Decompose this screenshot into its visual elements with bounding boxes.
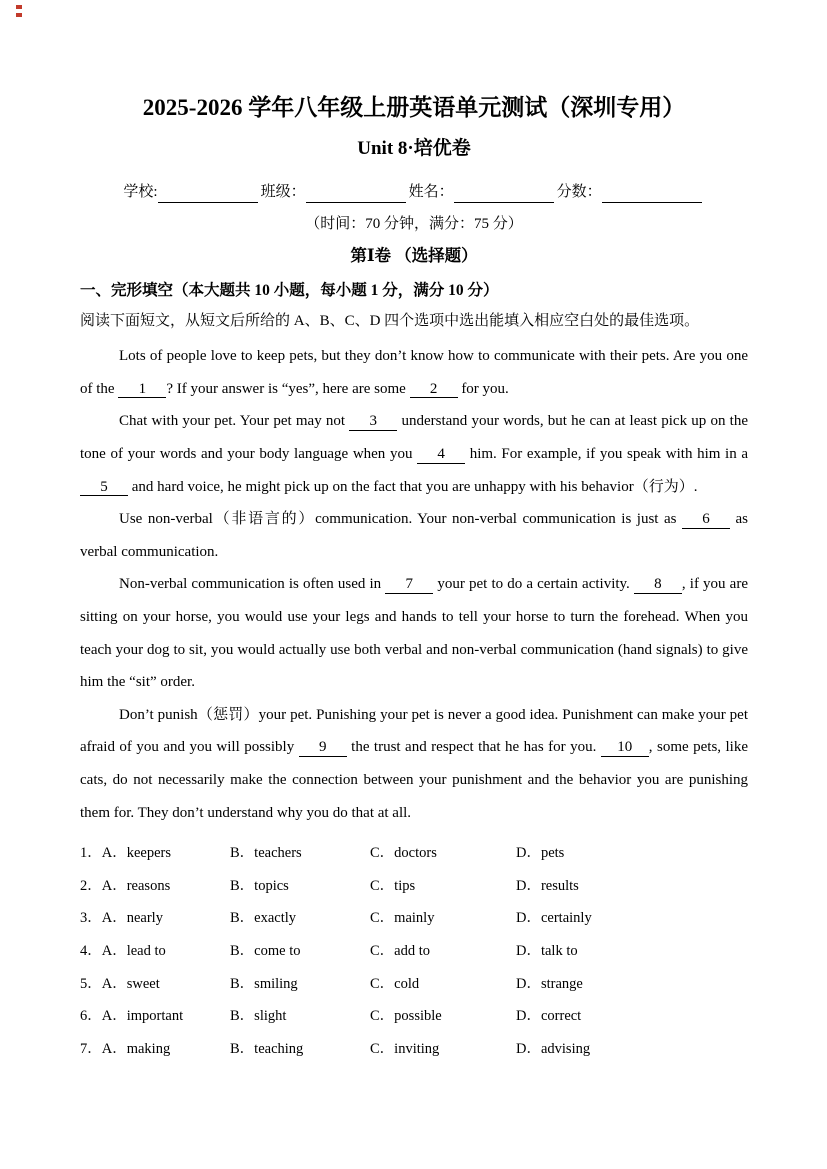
question-row — [80, 902, 748, 935]
class-blank-line — [306, 186, 406, 203]
option-c: C．inviting — [370, 1040, 440, 1057]
option-b: B．slight — [230, 1008, 287, 1025]
passage-paragraph — [80, 405, 748, 503]
question-row — [80, 935, 748, 968]
blank-1: 1 — [118, 381, 166, 399]
blank-5: 5 — [80, 479, 128, 497]
passage-paragraph — [80, 340, 748, 405]
question-row — [80, 968, 748, 1001]
passage-text: for you. — [457, 380, 509, 397]
blank-4: 4 — [417, 446, 465, 464]
part-title: 第Ⅰ卷 （选择题） — [350, 245, 478, 265]
name-blank-line — [454, 186, 554, 203]
school-label: 学校: — [123, 183, 158, 200]
blank-9: 9 — [299, 739, 347, 757]
question-number-option-a: 6．A．important — [80, 1008, 184, 1025]
option-b: B．exactly — [230, 910, 297, 927]
blank-8: 8 — [634, 576, 682, 594]
passage-text: as verbal communication. — [80, 511, 748, 560]
option-b: B．come to — [230, 942, 301, 959]
blank-3: 3 — [349, 413, 397, 431]
red-corner-artifact — [16, 5, 23, 19]
question-number-option-a: 1．A．keepers — [80, 845, 172, 862]
name-label: 姓名： — [408, 183, 454, 200]
option-d: D．talk to — [516, 942, 578, 959]
option-d: D．correct — [516, 1008, 582, 1025]
blank-6: 6 — [682, 511, 730, 529]
option-d: D．results — [516, 877, 579, 894]
passage-text: Use non-verbal（非语言的）communication. Your non-verbal communication is just as — [119, 511, 682, 528]
question-number-option-a: 5．A．sweet — [80, 975, 160, 992]
class-label: 班级： — [260, 183, 306, 200]
cloze-instructions: 阅读下面短文，从短文后所给的 A、B、C、D 四个选项中选出能填入相应空白处的最佳选项。 — [80, 312, 700, 329]
option-c: C．add to — [370, 942, 431, 959]
option-c: C．doctors — [370, 845, 437, 862]
passage-text: the trust and respect that he has for you. — [346, 739, 601, 756]
question-number-option-a: 4．A．lead to — [80, 942, 166, 959]
cloze-question-list — [80, 837, 748, 1065]
student-info-line — [80, 181, 748, 204]
option-d: D．pets — [516, 845, 565, 862]
option-c: C．possible — [370, 1008, 442, 1025]
passage-paragraph — [80, 699, 748, 829]
question-number-option-a: 7．A．making — [80, 1040, 171, 1057]
school-blank-line — [158, 186, 258, 203]
question-number-option-a: 2．A．reasons — [80, 877, 171, 894]
option-b: B．smiling — [230, 975, 298, 992]
passage-paragraph — [80, 568, 748, 698]
question-number-option-a: 3．A．nearly — [80, 910, 163, 927]
option-d: D．certainly — [516, 910, 592, 927]
cloze-passage — [80, 340, 748, 829]
question-row — [80, 1033, 748, 1066]
time-score-line: （时间：70 分钟，满分：75 分） — [305, 216, 523, 233]
passage-text: understand your words, but he can at least pick up on the tone of your words and your body language when you — [80, 413, 748, 463]
option-d: D．advising — [516, 1040, 591, 1057]
blank-10: 10 — [601, 739, 649, 757]
score-blank-line — [602, 186, 702, 203]
option-b: B．teachers — [230, 845, 302, 862]
passage-text: , some pets, like cats, do not necessarily make the connection between your punishment and the behavior you are punishing them for. They don’t understand why you do that at all. — [80, 739, 748, 821]
blank-7: 7 — [385, 576, 433, 594]
option-c: C．cold — [370, 975, 420, 992]
option-b: B．teaching — [230, 1040, 304, 1057]
passage-text: Chat with your pet. Your pet may not — [119, 413, 350, 430]
cloze-section-heading: 一、完形填空（本大题共 10 小题，每小题 1 分，满分 10 分） — [80, 281, 499, 299]
passage-paragraph — [80, 503, 748, 568]
passage-text: ? If your answer is “yes”, here are some — [166, 380, 410, 397]
passage-text: , if you are sitting on your horse, you would use your legs and hands to tell your horse to turn the forehead. When you teach your dog to sit, you would actually use both verbal and non-verbal communication (hand signals) to give him the “sit” order. — [80, 576, 748, 691]
passage-text: Lots of people love to keep pets, but they don’t know how to communicate with their pets. Are you one of the — [80, 348, 748, 397]
exam-title: 2025-2026 学年八年级上册英语单元测试（深圳专用） — [142, 95, 686, 120]
passage-text: him. For example, if you speak with him in a — [465, 446, 749, 463]
option-b: B．topics — [230, 877, 289, 894]
blank-2: 2 — [410, 381, 458, 399]
option-c: C．mainly — [370, 910, 435, 927]
score-label: 分数： — [556, 183, 602, 200]
option-d: D．strange — [516, 975, 583, 992]
option-c: C．tips — [370, 877, 416, 894]
question-row — [80, 870, 748, 903]
passage-text: Don’t punish（惩罚）your pet. Punishing your pet is never a good idea. Punishment can make your pet afraid of you and you will possibly — [80, 706, 748, 756]
passage-text: and hard voice, he might pick up on the fact that you are unhappy with his behavior（行为）. — [128, 478, 698, 495]
question-row — [80, 1000, 748, 1033]
passage-text: your pet to do a certain activity. — [433, 576, 634, 593]
question-row — [80, 837, 748, 870]
passage-text: Non-verbal communication is often used in — [119, 576, 386, 593]
exam-subtitle: Unit 8·培优卷 — [357, 138, 471, 160]
